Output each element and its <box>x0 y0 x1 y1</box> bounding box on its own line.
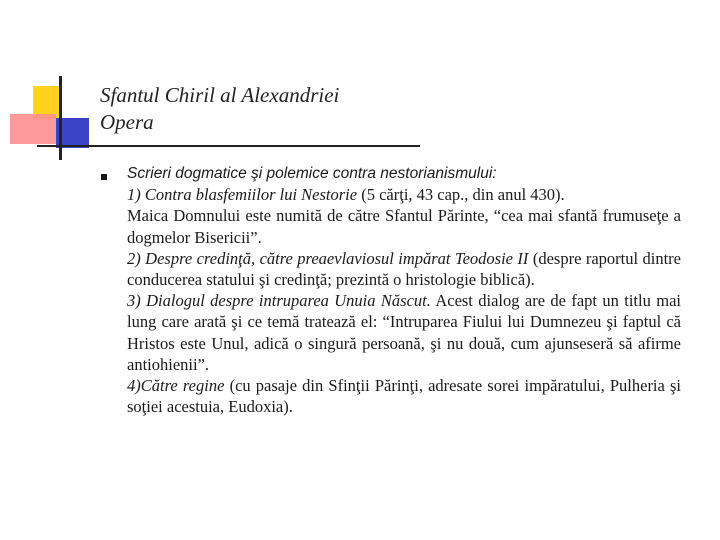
decor-pink-square <box>10 114 56 144</box>
intro-text: Scrieri dogmatice şi polemice contra nestorianismului: <box>127 165 497 182</box>
decor-horizontal-line <box>37 145 420 147</box>
decor-vertical-line <box>59 76 62 160</box>
item-4-text: (cu pasaje din Sfinţii Părinţi, adresate sorei impăratului, Pulheria şi soţiei acestuia, Eudoxia). <box>127 376 681 417</box>
title-line-1: Sfantul Chiril al Alexandriei <box>100 83 340 107</box>
item-2 <box>127 248 681 290</box>
item-1-title: 1) Contra blasfemiilor lui Nestorie <box>127 185 358 205</box>
item-3 <box>127 290 681 375</box>
bullet-square-icon <box>101 174 107 180</box>
item-1-heading <box>127 184 681 205</box>
slide-title <box>100 82 339 136</box>
item-3-text: Acest dialog are de fapt un titlu mai lung care arată şi ce temă tratează el: “Intruparea Fiului lui Dumnezeu şi faptul că Hristos este Unul, adică o singură persoană, şi nu două, cum ajunseseră să afirme antiohienii”. <box>127 291 681 374</box>
item-3-title: 3) Dialogul despre intruparea Unuia Născut. <box>127 291 431 311</box>
item-4 <box>127 375 681 417</box>
title-line-2: Opera <box>100 110 154 134</box>
item-1-details: (5 cărţi, 43 cap., din anul 430). <box>357 185 565 205</box>
item-1-description: Maica Domnului este numită de către Sfantul Părinte, “cea mai sfantă frumuseţe a dogmelor Bisericii”. <box>127 206 681 247</box>
item-2-text: (despre raportul dintre conducerea statului şi credinţă; prezintă o hristologie biblică). <box>127 248 681 290</box>
item-4-title: 4)Către regine <box>127 376 225 396</box>
bullet-content <box>127 163 681 417</box>
item-2-title: 2) Despre credinţă, către preaevlaviosul impărat Teodosie II <box>127 248 529 268</box>
